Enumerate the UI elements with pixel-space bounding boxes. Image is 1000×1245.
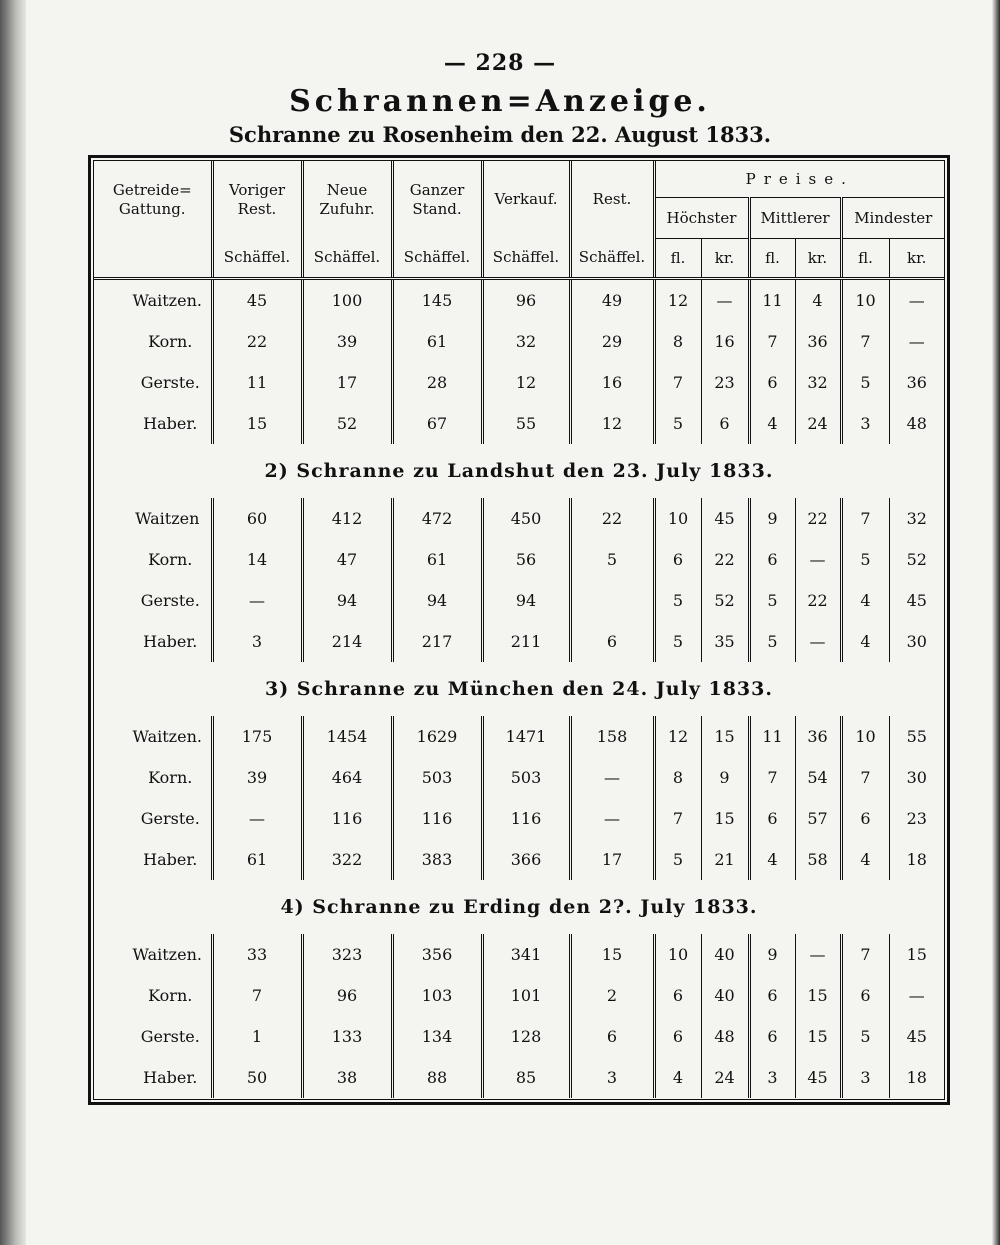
table-cell: 6 — [841, 798, 889, 839]
grain-name: Haber. — [143, 414, 198, 433]
table-cell: 23 — [701, 362, 749, 403]
table-cell: 217 — [392, 621, 482, 662]
table-cell: 5 — [654, 403, 701, 444]
header-ganzer-line2: Stand. — [412, 199, 462, 218]
table-cell: 6 — [654, 975, 701, 1016]
table-cell: 96 — [302, 975, 392, 1016]
table-cell: 175 — [212, 716, 302, 757]
table-cell: 6 — [749, 975, 795, 1016]
table-cell: 61 — [392, 321, 482, 362]
table-cell: 1629 — [392, 716, 482, 757]
table-row — [94, 279, 944, 322]
table-cell: 412 — [302, 498, 392, 539]
header-voriger-rest — [212, 161, 302, 239]
table-cell: 323 — [302, 934, 392, 975]
table-cell: — — [889, 279, 944, 322]
header-kr: kr. — [795, 239, 841, 279]
table-cell: 214 — [302, 621, 392, 662]
header-neue-line2: Zufuhr. — [319, 199, 375, 218]
table-cell: 22 — [570, 498, 654, 539]
header-fl: fl. — [749, 239, 795, 279]
section-title: 2) Schranne zu Landshut den 23. July 1833. — [264, 460, 774, 482]
grain-name: Waitzen. — [132, 291, 202, 310]
table-cell: 322 — [302, 839, 392, 880]
table-cell: 5 — [570, 539, 654, 580]
table-cell: 56 — [482, 539, 570, 580]
table-cell: 4 — [654, 1057, 701, 1098]
table-cell: — — [889, 321, 944, 362]
table-cell: 128 — [482, 1016, 570, 1057]
table-cell: 464 — [302, 757, 392, 798]
table-row — [94, 839, 944, 880]
header-unit: Schäffel. — [570, 239, 654, 279]
table-cell: 15 — [701, 798, 749, 839]
table-cell: 3 — [570, 1057, 654, 1098]
table-cell: 503 — [482, 757, 570, 798]
page-title: Schrannen=Anzeige. — [289, 84, 711, 119]
table-cell: 7 — [654, 362, 701, 403]
table-row — [94, 321, 944, 362]
header-fl: fl. — [841, 239, 889, 279]
table-cell: — — [889, 975, 944, 1016]
table-cell: 6 — [654, 1016, 701, 1057]
table-cell: 11 — [212, 362, 302, 403]
header-verkauf: Verkauf. — [482, 161, 570, 239]
table-cell: 4 — [749, 839, 795, 880]
table-cell: — — [795, 621, 841, 662]
table-cell: 4 — [841, 621, 889, 662]
table-cell: 22 — [701, 539, 749, 580]
table-cell: 33 — [212, 934, 302, 975]
table-cell: 14 — [212, 539, 302, 580]
table-cell: 7 — [654, 798, 701, 839]
table-cell: 10 — [841, 716, 889, 757]
table-cell: 6 — [749, 798, 795, 839]
header-kr: kr. — [889, 239, 944, 279]
section-title-row — [94, 444, 944, 498]
header-preise: Preise. — [654, 161, 944, 198]
table-cell: 211 — [482, 621, 570, 662]
table-cell: 6 — [841, 975, 889, 1016]
table-cell: 24 — [701, 1057, 749, 1098]
table-cell: 15 — [570, 934, 654, 975]
table-cell: 45 — [701, 498, 749, 539]
table-row — [94, 498, 944, 539]
table-cell: 7 — [841, 757, 889, 798]
header-ganzer-stand — [392, 161, 482, 239]
section-title: 3) Schranne zu München den 24. July 1833. — [264, 678, 773, 700]
table-cell: 6 — [654, 539, 701, 580]
table-cell: 383 — [392, 839, 482, 880]
table-cell: 67 — [392, 403, 482, 444]
table-cell: 94 — [392, 580, 482, 621]
header-unit-blank — [94, 239, 212, 279]
table-cell: 15 — [795, 1016, 841, 1057]
section-title-row — [94, 880, 944, 934]
table-cell: 10 — [654, 934, 701, 975]
table-cell: 5 — [841, 539, 889, 580]
table-cell: 15 — [212, 403, 302, 444]
table-cell: 52 — [889, 539, 944, 580]
table-cell: 45 — [889, 580, 944, 621]
table-cell: 5 — [749, 580, 795, 621]
table-cell: 1 — [212, 1016, 302, 1057]
table-cell: 11 — [749, 716, 795, 757]
grain-name: Waitzen — [135, 509, 200, 528]
table-cell: — — [570, 798, 654, 839]
table-cell: 28 — [392, 362, 482, 403]
header-grain — [94, 161, 212, 239]
grain-name: Haber. — [143, 850, 198, 869]
table-cell: 450 — [482, 498, 570, 539]
table-cell: 3 — [841, 403, 889, 444]
grain-name: Korn. — [148, 986, 193, 1005]
header-unit: Schäffel. — [482, 239, 570, 279]
table-cell: 3 — [841, 1057, 889, 1098]
grain-name: Korn. — [148, 768, 193, 787]
table-cell: 40 — [701, 975, 749, 1016]
header-fl: fl. — [654, 239, 701, 279]
table-cell: 40 — [701, 934, 749, 975]
table-cell: 15 — [795, 975, 841, 1016]
table-cell: 134 — [392, 1016, 482, 1057]
table-cell: 15 — [701, 716, 749, 757]
table-cell: 94 — [482, 580, 570, 621]
table-row — [94, 362, 944, 403]
table-cell: 22 — [795, 580, 841, 621]
table-cell: 103 — [392, 975, 482, 1016]
grain-name: Haber. — [143, 1068, 198, 1087]
table-cell: 8 — [654, 321, 701, 362]
header-mindester: Mindester — [841, 198, 944, 239]
grain-name: Waitzen. — [132, 727, 202, 746]
table-cell: 60 — [212, 498, 302, 539]
table-cell: 21 — [701, 839, 749, 880]
table-cell: — — [212, 798, 302, 839]
table-cell: 85 — [482, 1057, 570, 1098]
price-table — [94, 161, 944, 1098]
table-cell: 101 — [482, 975, 570, 1016]
table-cell: 145 — [392, 279, 482, 322]
table-row — [94, 757, 944, 798]
header-unit: Schäffel. — [392, 239, 482, 279]
table-cell: 39 — [212, 757, 302, 798]
table-cell: 6 — [749, 1016, 795, 1057]
section-title: 4) Schranne zu Erding den 2?. July 1833. — [280, 896, 758, 918]
table-cell: 9 — [701, 757, 749, 798]
table-cell: 100 — [302, 279, 392, 322]
header-grain-line1: Getreide= — [112, 180, 192, 199]
table-cell: 5 — [654, 621, 701, 662]
table-cell: 18 — [889, 1057, 944, 1098]
grain-name: Gerste. — [140, 591, 200, 610]
header-rest: Rest. — [570, 161, 654, 239]
table-cell: 45 — [795, 1057, 841, 1098]
table-cell: 18 — [889, 839, 944, 880]
table-cell: 17 — [570, 839, 654, 880]
table-cell: 503 — [392, 757, 482, 798]
table-cell: 12 — [570, 403, 654, 444]
table-cell: 36 — [889, 362, 944, 403]
table-cell: 6 — [749, 362, 795, 403]
table-cell: 16 — [570, 362, 654, 403]
table-row — [94, 716, 944, 757]
table-cell: 9 — [749, 498, 795, 539]
table-cell: 10 — [841, 279, 889, 322]
table-body — [94, 279, 944, 1099]
table-cell: 35 — [701, 621, 749, 662]
table-cell: 45 — [212, 279, 302, 322]
table-cell: 4 — [749, 403, 795, 444]
table-cell: 55 — [889, 716, 944, 757]
table-cell: 15 — [889, 934, 944, 975]
table-cell: 116 — [482, 798, 570, 839]
table-row — [94, 1016, 944, 1057]
table-cell: 52 — [302, 403, 392, 444]
table-cell: 8 — [654, 757, 701, 798]
table-cell: 3 — [749, 1057, 795, 1098]
table-cell: 88 — [392, 1057, 482, 1098]
table-cell: 96 — [482, 279, 570, 322]
table-cell: 366 — [482, 839, 570, 880]
section-1-title: Schranne zu Rosenheim den 22. August 1833. — [228, 122, 772, 147]
table-cell: 94 — [302, 580, 392, 621]
table-cell: 4 — [795, 279, 841, 322]
book-spine-shadow — [0, 0, 26, 1245]
table-cell: 11 — [749, 279, 795, 322]
grain-name: Gerste. — [140, 373, 200, 392]
table-cell: 36 — [795, 716, 841, 757]
table-cell: 58 — [795, 839, 841, 880]
header-ganzer-line1: Ganzer — [409, 180, 465, 199]
table-cell: 6 — [701, 403, 749, 444]
table-cell: 16 — [701, 321, 749, 362]
grain-name: Korn. — [148, 332, 193, 351]
table-row — [94, 539, 944, 580]
table-cell: 45 — [889, 1016, 944, 1057]
table-cell: 39 — [302, 321, 392, 362]
table-cell: 17 — [302, 362, 392, 403]
table-cell: 2 — [570, 975, 654, 1016]
table-cell: 5 — [841, 1016, 889, 1057]
table-cell: 7 — [841, 498, 889, 539]
table-row — [94, 975, 944, 1016]
table-cell: 12 — [654, 716, 701, 757]
table-cell: 6 — [570, 621, 654, 662]
table-cell: 1454 — [302, 716, 392, 757]
header-mittlerer: Mittlerer — [749, 198, 841, 239]
table-cell: 9 — [749, 934, 795, 975]
table-cell: 32 — [795, 362, 841, 403]
table-cell: 32 — [482, 321, 570, 362]
table-cell: 52 — [701, 580, 749, 621]
table-cell: 3 — [212, 621, 302, 662]
header-neue-line1: Neue — [326, 180, 368, 199]
table-cell: — — [701, 279, 749, 322]
table-cell: 356 — [392, 934, 482, 975]
header-neue-zufuhr — [302, 161, 392, 239]
table-cell: 22 — [795, 498, 841, 539]
table-cell: 12 — [654, 279, 701, 322]
table-cell: 49 — [570, 279, 654, 322]
table-cell: — — [795, 539, 841, 580]
table-cell: 30 — [889, 757, 944, 798]
header-hoechster: Höchster — [654, 198, 749, 239]
table-cell: 158 — [570, 716, 654, 757]
table-cell: 10 — [654, 498, 701, 539]
table-cell: 38 — [302, 1057, 392, 1098]
grain-name: Gerste. — [140, 809, 200, 828]
header-voriger-line1: Voriger — [228, 180, 286, 199]
table-cell: 7 — [749, 757, 795, 798]
table-cell: — — [570, 757, 654, 798]
table-cell: 5 — [654, 839, 701, 880]
header-unit: Schäffel. — [212, 239, 302, 279]
table-cell: 5 — [654, 580, 701, 621]
table-cell: 116 — [392, 798, 482, 839]
table-cell: 12 — [482, 362, 570, 403]
page-number: — 228 — — [443, 50, 557, 76]
table-cell: 36 — [795, 321, 841, 362]
table-cell — [570, 580, 654, 621]
table-cell: 116 — [302, 798, 392, 839]
header-kr: kr. — [701, 239, 749, 279]
table-row — [94, 580, 944, 621]
table-cell: 4 — [841, 839, 889, 880]
section-title-row — [94, 662, 944, 716]
table-cell: 7 — [841, 321, 889, 362]
table-row — [94, 1057, 944, 1098]
table-cell: 1471 — [482, 716, 570, 757]
table-cell: 5 — [749, 621, 795, 662]
table-cell: 48 — [889, 403, 944, 444]
table-cell: 50 — [212, 1057, 302, 1098]
table-cell: 24 — [795, 403, 841, 444]
table-cell: 55 — [482, 403, 570, 444]
table-cell: 472 — [392, 498, 482, 539]
table-cell: 61 — [392, 539, 482, 580]
grain-name: Waitzen. — [132, 945, 202, 964]
header-unit: Schäffel. — [302, 239, 392, 279]
table-row — [94, 934, 944, 975]
table-cell: 48 — [701, 1016, 749, 1057]
grain-name: Haber. — [143, 632, 198, 651]
header-voriger-line2: Rest. — [237, 199, 277, 218]
table-cell: 54 — [795, 757, 841, 798]
table-row — [94, 621, 944, 662]
table-row — [94, 798, 944, 839]
table-cell: 61 — [212, 839, 302, 880]
grain-name: Gerste. — [140, 1027, 200, 1046]
header-grain-line2: Gattung. — [118, 199, 186, 218]
table-cell: 341 — [482, 934, 570, 975]
table-cell: 6 — [570, 1016, 654, 1057]
table-cell: 133 — [302, 1016, 392, 1057]
table-cell: 7 — [749, 321, 795, 362]
table-cell: 6 — [749, 539, 795, 580]
table-cell: — — [795, 934, 841, 975]
table-cell: 5 — [841, 362, 889, 403]
table-cell: 32 — [889, 498, 944, 539]
table-cell: — — [212, 580, 302, 621]
grain-name: Korn. — [148, 550, 193, 569]
table-cell: 7 — [212, 975, 302, 1016]
page-edge — [992, 0, 1000, 1245]
table-row — [94, 403, 944, 444]
table-cell: 7 — [841, 934, 889, 975]
table-cell: 22 — [212, 321, 302, 362]
table-cell: 57 — [795, 798, 841, 839]
table-cell: 30 — [889, 621, 944, 662]
table-cell: 23 — [889, 798, 944, 839]
table-cell: 47 — [302, 539, 392, 580]
table-cell: 4 — [841, 580, 889, 621]
table-cell: 29 — [570, 321, 654, 362]
